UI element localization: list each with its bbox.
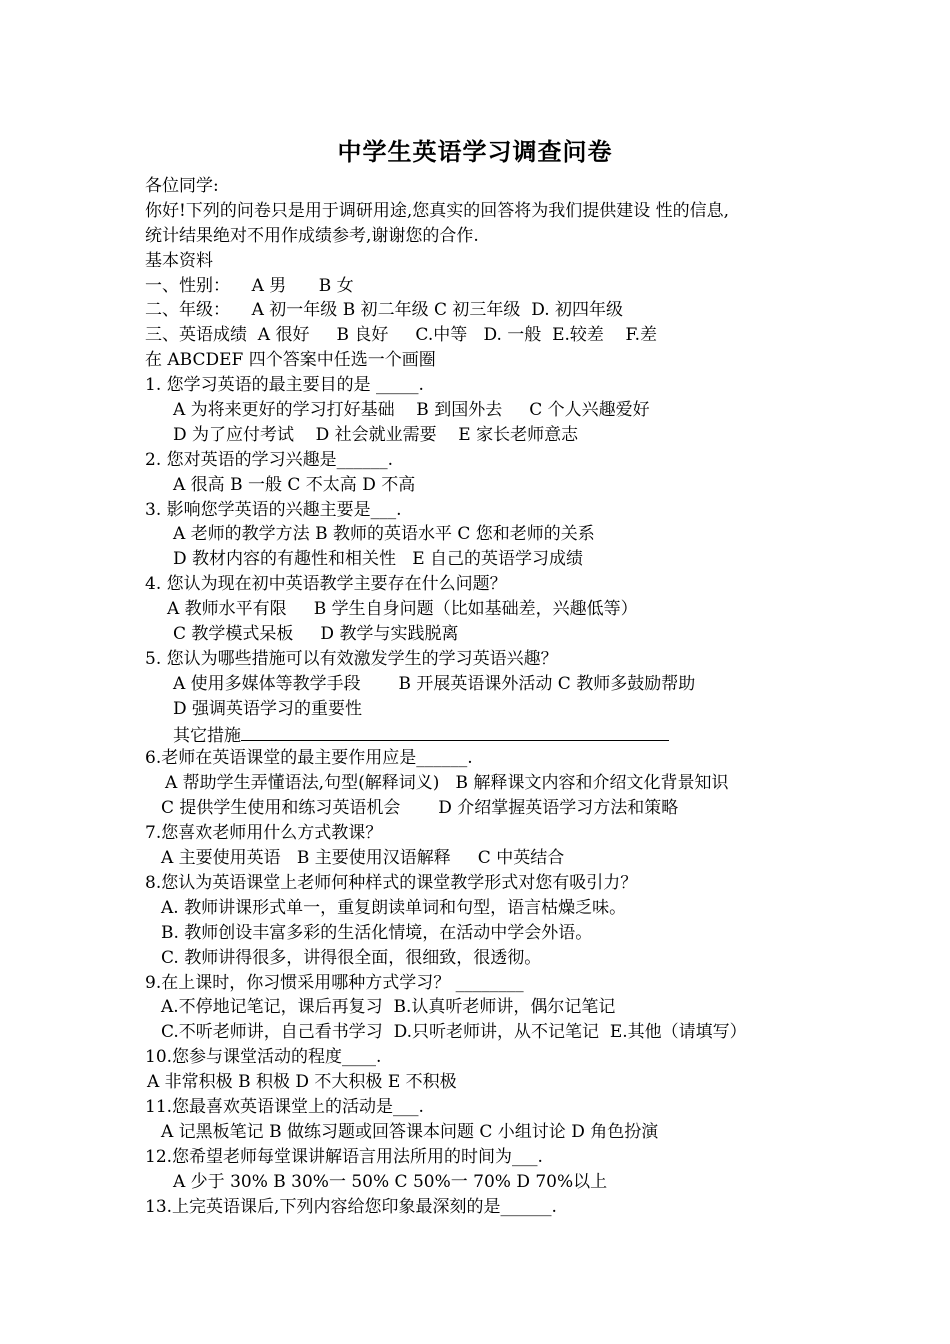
question-8-option-c: C. 教师讲得很多，讲得很全面，很细致，很透彻。 <box>161 947 542 968</box>
question-9-options-a: A.不停地记笔记，课后再复习 B.认真听老师讲，偶尔记笔记 <box>161 997 616 1018</box>
question-3-options-a: A 老师的教学方法 B 教师的英语水平 C 您和老师的关系 <box>173 524 595 545</box>
question-4: 4. 您认为现在初中英语教学主要存在什么问题？ <box>145 574 507 595</box>
question-1-options-b: D 为了应付考试 D 社会就业需要 E 家长老师意志 <box>173 424 579 445</box>
question-8-option-a: A. 教师讲课形式单一，重复朗读单词和句型，语言枯燥乏味。 <box>161 897 627 918</box>
question-9: 9.在上课时，你习惯采用哪种方式学习？ ________ <box>145 972 524 993</box>
question-5-options-b: D 强调英语学习的重要性 <box>173 698 363 719</box>
question-9-options-b: C.不听老师讲，自己看书学习 D.只听老师讲，从不记笔记 E.其他（请填写） <box>161 1022 747 1043</box>
english-score-item: 三、英语成绩 A 很好 B 良好 C.中等 D. 一般 E.较差 F.差 <box>145 325 658 346</box>
instruction: 在 ABCDEF 四个答案中任选一个画圈 <box>145 350 436 371</box>
question-12-options: A 少于 30% B 30%一 50% C 50%一 70% D 70%以上 <box>173 1171 608 1192</box>
question-2-options: A 很高 B 一般 C 不太高 D 不高 <box>173 474 416 495</box>
question-4-options-b: C 教学模式呆板 D 教学与实践脱离 <box>173 624 459 645</box>
question-12: 12.您希望老师每堂课讲解语言用法所用的时间为___. <box>145 1146 543 1167</box>
question-1-options-a: A 为将来更好的学习打好基础 B 到国外去 C 个人兴趣爱好 <box>173 400 650 421</box>
question-11-options: A 记黑板笔记 B 做练习题或回答课本问题 C 小组讨论 D 角色扮演 <box>161 1121 659 1142</box>
question-7: 7.您喜欢老师用什么方式教课？ <box>145 823 383 844</box>
intro-line-2: 统计结果绝对不用作成绩参考,谢谢您的合作. <box>145 225 479 246</box>
question-3-options-b: D 教材内容的有趣性和相关性 E 自己的英语学习成绩 <box>173 549 584 570</box>
questionnaire-body <box>145 174 825 1219</box>
question-5-options-a: A 使用多媒体等教学手段 B 开展英语课外活动 C 教师多鼓励帮助 <box>173 673 696 694</box>
question-6: 6.老师在英语课堂的最主要作用应是______. <box>145 748 473 769</box>
intro-line-1: 你好!下列的问卷只是用于调研用途,您真实的回答将为我们提供建设 性的信息, <box>145 200 730 221</box>
question-1: 1. 您学习英语的最主要目的是 _____. <box>145 375 424 396</box>
question-10: 10.您参与课堂活动的程度____. <box>145 1047 382 1068</box>
question-3: 3. 影响您学英语的兴趣主要是___. <box>145 499 402 520</box>
gender-item: 一、性别： A 男 B 女 <box>145 275 354 296</box>
question-7-options: A 主要使用英语 B 主要使用汉语解释 C 中英结合 <box>161 848 565 869</box>
question-5: 5. 您认为哪些措施可以有效激发学生的学习英语兴趣？ <box>145 648 558 669</box>
question-11: 11.您最喜欢英语课堂上的活动是___. <box>145 1096 424 1117</box>
other-measures-label: 其它措施 <box>173 725 241 746</box>
question-5-other <box>145 722 825 747</box>
question-8-option-b: B. 教师创设丰富多彩的生活化情境，在活动中学会外语。 <box>161 922 593 943</box>
question-6-options-b: C 提供学生使用和练习英语机会 D 介绍掌握英语学习方法和策略 <box>161 798 679 819</box>
greeting: 各位同学: <box>145 176 219 196</box>
section-basic-info: 基本资料 <box>145 250 213 271</box>
question-10-options: A 非常积极 B 积极 D 不大积极 E 不积极 <box>147 1072 457 1093</box>
question-13: 13.上完英语课后,下列内容给您印象最深刻的是______. <box>145 1196 557 1217</box>
document-title: 中学生英语学习调查问卷 <box>337 137 613 166</box>
question-2: 2. 您对英语的学习兴趣是______. <box>145 449 394 470</box>
question-4-options-a: A 教师水平有限 B 学生自身问题（比如基础差，兴趣低等） <box>167 599 638 620</box>
other-measures-blank[interactable] <box>241 722 669 741</box>
question-6-options-a: A 帮助学生弄懂语法,句型(解释词义) B 解释课文内容和介绍文化背景知识 <box>165 773 729 794</box>
question-8: 8.您认为英语课堂上老师何种样式的课堂教学形式对您有吸引力？ <box>145 872 638 893</box>
grade-item: 二、年级： A 初一年级 B 初二年级 C 初三年级 D. 初四年级 <box>145 300 624 321</box>
